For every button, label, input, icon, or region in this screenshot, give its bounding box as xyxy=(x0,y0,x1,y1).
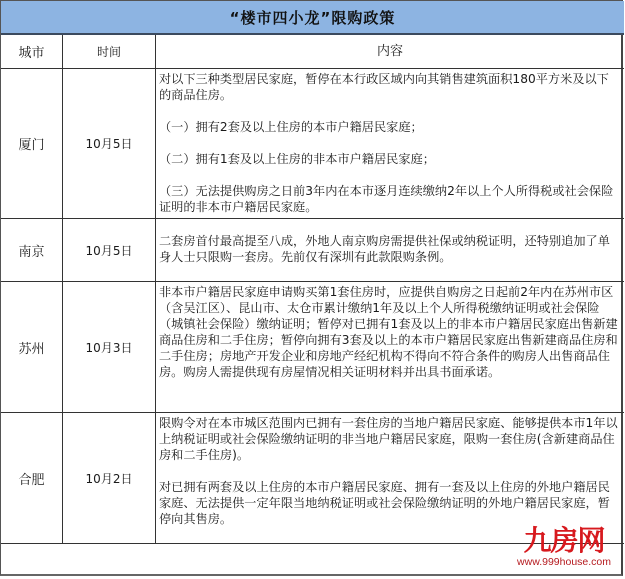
content-paragraph: （一）拥有2套及以上住房的本市户籍居民家庭； xyxy=(159,120,423,134)
content-paragraph: （三）无法提供购房之日前3年内在本市逐月连续缴纳2年以上个人所得税或社会保险证明的非本市户籍居民家庭。 xyxy=(159,184,614,214)
content-paragraph: 对以下三种类型居民家庭，暂停在本行政区域内向其销售建筑面积180平方米及以下的商品住房。 xyxy=(159,72,609,102)
content-paragraph: 对已拥有两套及以上住房的本市户籍居民家庭、拥有一套及以上住房的外地户籍居民家庭、无法提供一定年限当地纳税证明或社会保险缴纳证明的外地户籍居民家庭，暂停向其售房。 xyxy=(159,480,610,526)
header-city: 城市 xyxy=(1,35,63,68)
logo-mark: 九房网 xyxy=(523,524,605,557)
header-content: 内容 xyxy=(376,43,403,59)
city-cell: 合肥 xyxy=(1,413,63,543)
logo-url: www.999house.com xyxy=(517,556,611,568)
date-cell: 10月5日 xyxy=(63,219,156,281)
city-cell: 厦门 xyxy=(1,69,63,218)
table-row-nanjing xyxy=(1,219,624,282)
date-cell: 10月3日 xyxy=(63,282,156,412)
content-paragraph: 限购令对在本市城区范围内已拥有一套住房的当地户籍居民家庭、能够提供本市1年以上纳税证明或社会保险缴纳证明的非当地户籍居民家庭，限购一套住房(含新建商品住房和二手住房)。 xyxy=(159,416,618,462)
watermark-logo xyxy=(517,526,611,568)
content-paragraph: 非本市户籍居民家庭申请购买第1套住房时，应提供自购房之日起前2年内在苏州市区（含吴江区）、昆山市、太仓市累计缴纳1年及以上个人所得税缴纳证明或社会保险（城镇社会保险）缴纳证明；暂停对已拥有1套及以上的非本市户籍居民家庭出售新建商品住房和二手住房；暂停向拥有3套及以上的本市户籍居民家庭出售新建商品住房和二手住房；房地产开发企业和房地产经纪机构不得向不符合条件的购房人出售商品住房。购房人需提供现有房屋情况相关证明材料并出具书面承诺。 xyxy=(159,285,618,379)
table-row-xiamen xyxy=(1,69,624,219)
city-cell: 苏州 xyxy=(1,282,63,412)
header-row xyxy=(1,35,624,69)
date-cell: 10月5日 xyxy=(63,69,156,218)
content-cell xyxy=(156,282,624,412)
content-cell xyxy=(156,219,624,281)
content-paragraph: 二套房首付最高提至八成，外地人南京购房需提供社保或纳税证明，还特别追加了单身人士只限购一套房。先前仅有深圳有此款限购条例。 xyxy=(159,234,610,264)
table-row-suzhou xyxy=(1,282,624,413)
content-cell xyxy=(156,69,624,218)
city-cell: 南京 xyxy=(1,219,63,281)
date-cell: 10月2日 xyxy=(63,413,156,543)
content-paragraph: （二）拥有1套及以上住房的非本市户籍居民家庭； xyxy=(159,152,435,166)
header-date: 时间 xyxy=(63,35,156,68)
table-title: “楼市四小龙”限购政策 xyxy=(1,1,624,35)
